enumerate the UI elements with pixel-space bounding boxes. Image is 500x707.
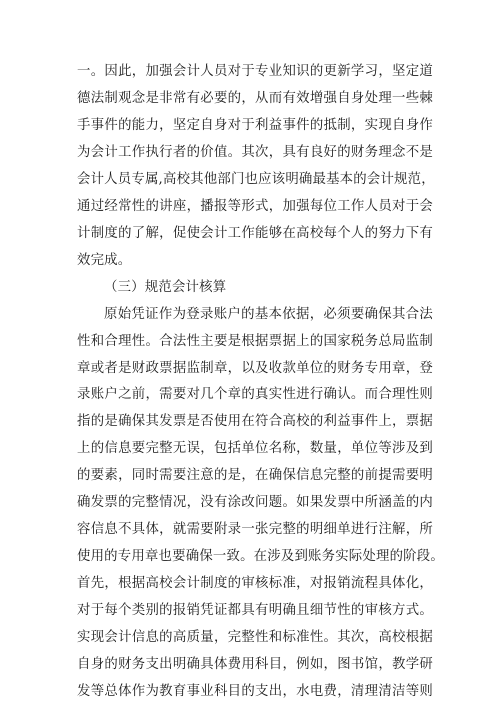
paragraph-1-line-6: 通过经常性的讲座，播报等形式，加强每位工作人员对于会	[77, 199, 433, 214]
paragraph-2-line-2: 性和合理性。合法性主要是根据票据上的国家税务总局监制	[77, 334, 433, 349]
paragraph-1-line-5: 会计人员专属,高校其他部门也应该明确最基本的会计规范，	[77, 172, 435, 187]
paragraph-2-line-13: 实现会计信息的高质量，完整性和标准性。其次，高校根据	[77, 630, 433, 645]
paragraph-2-line-10: 使用的专用章也要确保一致。在涉及到账务实际处理的阶段。	[77, 549, 444, 564]
paragraph-2-line-4: 录账户之前，需要对几个章的真实性进行确认。而合理性则	[77, 387, 433, 402]
paragraph-1-line-7: 计制度的了解，促使会计工作能够在高校每个人的努力下有	[77, 226, 433, 241]
paragraph-1-line-2: 德法制观念是非常有必要的，从而有效增强自身处理一些棘	[77, 91, 433, 106]
paragraph-2-line-15: 发等总体作为教育事业科目的支出，水电费，清理清洁等则	[77, 684, 433, 699]
paragraph-2-line-5: 指的是确保其发票是否使用在符合高校的利益事件上，票据	[77, 414, 433, 429]
paragraph-2-line-3: 章或者是财政票据监制章，以及收款单位的财务专用章，登	[77, 361, 433, 376]
paragraph-1-line-8: 效完成。	[77, 253, 132, 268]
paragraph-1-line-4: 为会计工作执行者的价值。其次，具有良好的财务理念不是	[77, 145, 433, 160]
paragraph-2-line-1: 原始凭证作为登录账户的基本依据，必须要确保其合法	[104, 307, 433, 322]
section-heading: （三）规范会计核算	[104, 280, 227, 295]
paragraph-1-line-1: 一。因此，加强会计人员对于专业知识的更新学习，坚定道	[77, 64, 433, 79]
paragraph-2-line-6: 上的信息要完整无误，包括单位名称，数量，单位等涉及到	[77, 441, 433, 456]
paragraph-2-line-11: 首先，根据高校会计制度的审核标准，对报销流程具体化，	[77, 576, 433, 591]
paragraph-2-line-12: 对于每个类别的报销凭证都具有明确且细节性的审核方式。	[77, 603, 433, 618]
paragraph-2-line-9: 容信息不具体，就需要附录一张完整的明细单进行注解，所	[77, 522, 433, 537]
paragraph-2-line-8: 确发票的完整情况，没有涂改问题。如果发票中所涵盖的内	[77, 495, 433, 510]
paragraph-2-line-14: 自身的财务支出明确具体费用科目，例如，图书馆，教学研	[77, 657, 433, 672]
paragraph-1-line-3: 手事件的能力，坚定自身对于利益事件的抵制，实现自身作	[77, 118, 433, 133]
paragraph-2-line-7: 的要素，同时需要注意的是，在确保信息完整的前提需要明	[77, 468, 433, 483]
